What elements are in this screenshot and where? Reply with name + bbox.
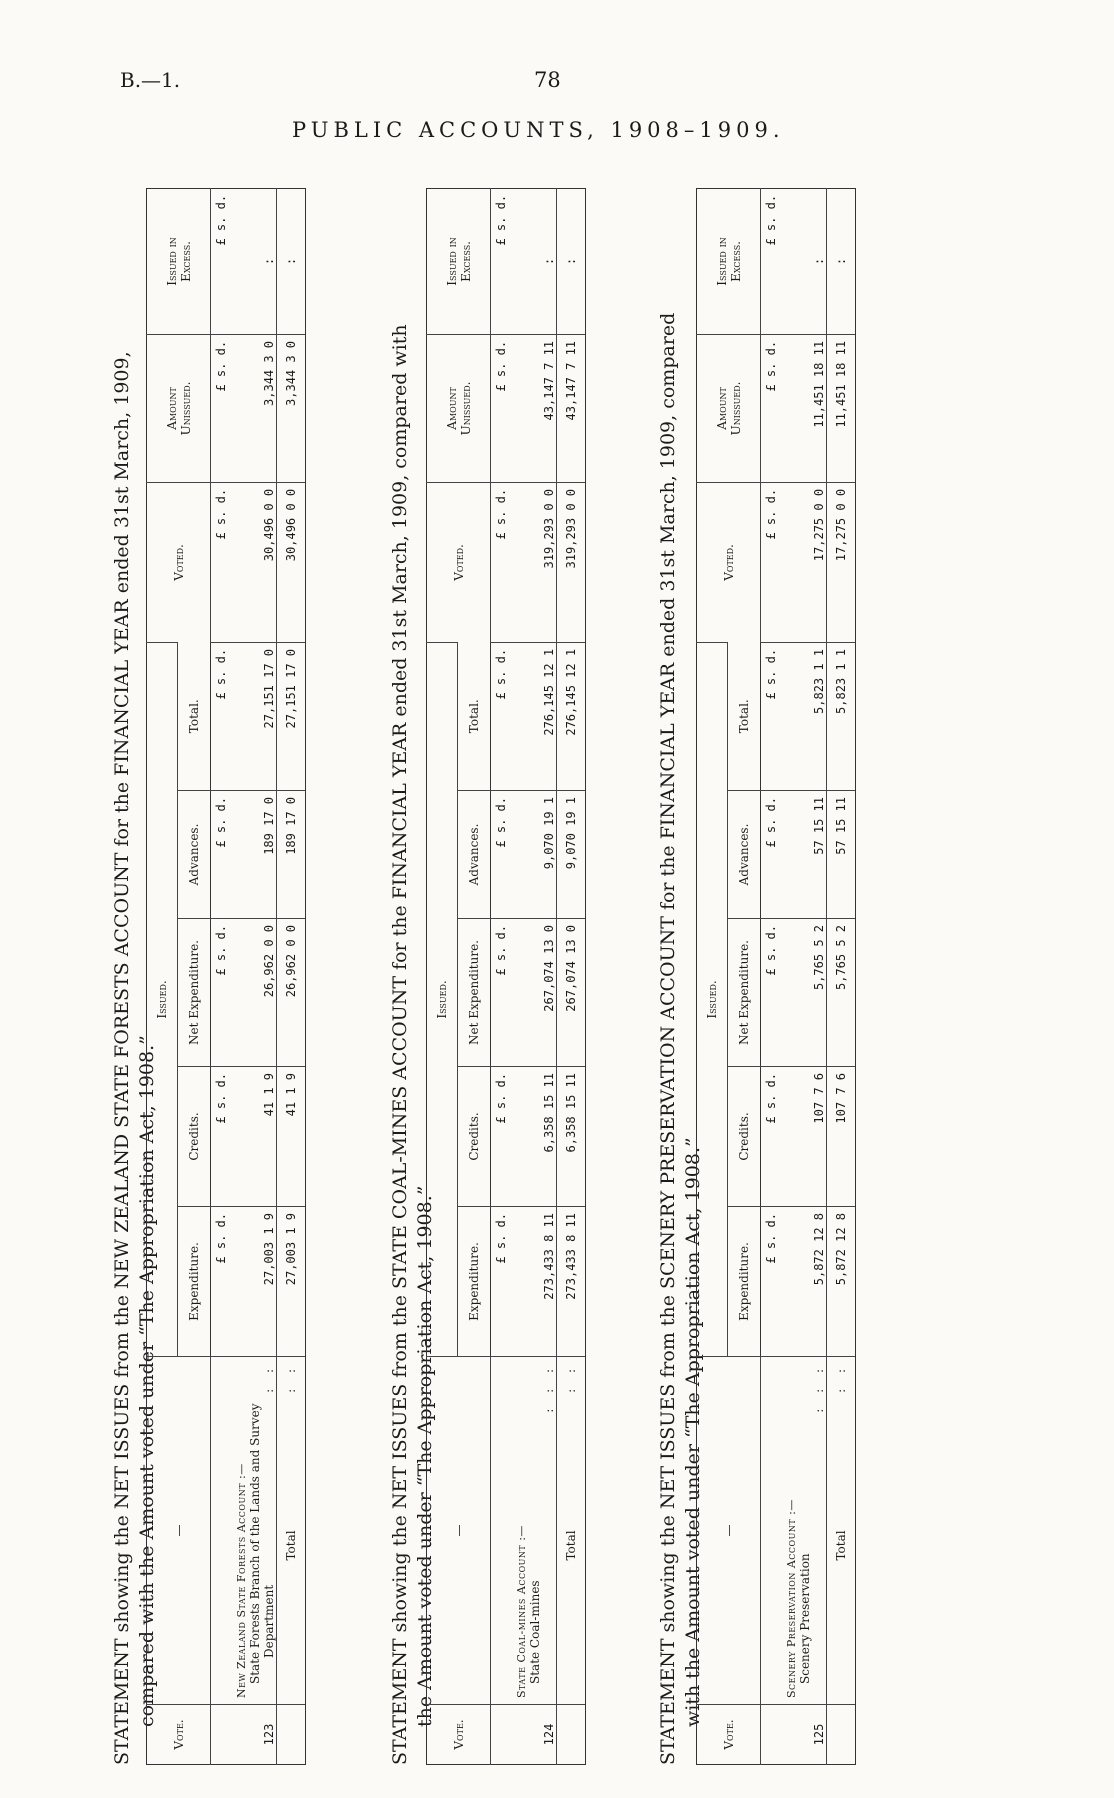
total-net-expenditure-value: 26,962 0 0 bbox=[277, 919, 306, 1067]
currency-units-row bbox=[761, 188, 782, 1764]
credits-value: 41 1 9 bbox=[231, 1067, 277, 1207]
net-expenditure-value: 26,962 0 0 bbox=[231, 919, 277, 1067]
total-value: 27,151 17 0 bbox=[231, 642, 277, 790]
total-credits-value: 41 1 9 bbox=[277, 1067, 306, 1207]
total-total-value: 276,145 12 1 bbox=[557, 642, 586, 790]
statement-heading-line-2: with the Amount voted under “The Appropriation Act, 1908.” bbox=[682, 1137, 704, 1727]
currency-units: £ s. d. bbox=[211, 334, 232, 482]
total-excess-value: : bbox=[557, 188, 586, 334]
total-label: Total : : bbox=[827, 1357, 856, 1705]
dot-leaders: : : : bbox=[812, 1363, 826, 1413]
advances-column-header: Advances. bbox=[728, 791, 761, 919]
voted-column-header: Voted. bbox=[427, 482, 491, 642]
account-item-continued: Department : : bbox=[262, 1363, 276, 1658]
unissued-value: 3,344 3 0 bbox=[231, 334, 277, 482]
total-column-header: Total. bbox=[728, 642, 761, 790]
account-description bbox=[781, 1357, 827, 1705]
currency-units-row bbox=[211, 188, 232, 1764]
total-total-value: 27,151 17 0 bbox=[277, 642, 306, 790]
vote-number: 125 bbox=[781, 1705, 827, 1765]
voted-value: 30,496 0 0 bbox=[231, 482, 277, 642]
statement-heading-line-1: STATEMENT showing the NET ISSUES from the STATE COAL-MINES ACCOUNT for the FINANCIAL YEAR ended 31st March, 1909, compared with bbox=[389, 324, 411, 1765]
voted-column-header: Voted. bbox=[147, 482, 211, 642]
issued-group-header: Issued. bbox=[427, 642, 458, 1356]
expenditure-value: 27,003 1 9 bbox=[231, 1207, 277, 1357]
total-expenditure-value: 273,433 8 11 bbox=[557, 1207, 586, 1357]
currency-units: £ s. d. bbox=[491, 1207, 512, 1357]
total-unissued-value: 3,344 3 0 bbox=[277, 334, 306, 482]
currency-units: £ s. d. bbox=[211, 791, 232, 919]
excess-value: : bbox=[812, 257, 826, 266]
net-expenditure-column-header: Net Expenditure. bbox=[728, 919, 761, 1067]
account-item: Scenery Preservation bbox=[798, 1553, 812, 1684]
description-column-header: — bbox=[697, 1357, 761, 1705]
page-number: 78 bbox=[534, 68, 561, 92]
currency-units: £ s. d. bbox=[761, 642, 782, 790]
page-reference: B.—1. bbox=[120, 68, 181, 92]
statement-table bbox=[146, 188, 306, 1765]
description-column-header: — bbox=[427, 1357, 491, 1705]
expenditure-value: 273,433 8 11 bbox=[511, 1207, 557, 1357]
advances-value: 9,070 19 1 bbox=[511, 791, 557, 919]
net-expenditure-column-header: Net Expenditure. bbox=[458, 919, 491, 1067]
table-row bbox=[781, 188, 827, 1764]
account-item: State Coal-mines bbox=[528, 1580, 542, 1684]
vote-number: 124 bbox=[511, 1705, 557, 1765]
total-row bbox=[557, 188, 586, 1764]
total-label: Total : : bbox=[277, 1357, 306, 1705]
advances-value: 189 17 0 bbox=[231, 791, 277, 919]
dot-leaders: : : bbox=[564, 1363, 578, 1393]
issued-group-header: Issued. bbox=[697, 642, 728, 1356]
currency-units: £ s. d. bbox=[211, 642, 232, 790]
total-column-header: Total. bbox=[178, 642, 211, 790]
credits-column-header: Credits. bbox=[728, 1067, 761, 1207]
total-row bbox=[827, 188, 856, 1764]
issued-group-header: Issued. bbox=[147, 642, 178, 1356]
advances-column-header: Advances. bbox=[458, 791, 491, 919]
total-credits-value: 107 7 6 bbox=[827, 1067, 856, 1207]
statement-table bbox=[426, 188, 586, 1765]
account-name: New Zealand State Forests Account :— bbox=[235, 1463, 248, 1698]
net-expenditure-value: 5,765 5 2 bbox=[781, 919, 827, 1067]
voted-value: 319,293 0 0 bbox=[511, 482, 557, 642]
total-advances-value: 57 15 11 bbox=[827, 791, 856, 919]
total-value: 5,823 1 1 bbox=[781, 642, 827, 790]
advances-value: 57 15 11 bbox=[781, 791, 827, 919]
net-expenditure-column-header: Net Expenditure. bbox=[178, 919, 211, 1067]
currency-units: £ s. d. bbox=[761, 919, 782, 1067]
amount-unissued-column-header: Amount Unissued. bbox=[147, 334, 211, 482]
issued-in-excess-column-header: Issued in Excess. bbox=[147, 188, 211, 334]
currency-units: £ s. d. bbox=[211, 1067, 232, 1207]
expenditure-value: 5,872 12 8 bbox=[781, 1207, 827, 1357]
total-unissued-value: 43,147 7 11 bbox=[557, 334, 586, 482]
total-credits-value: 6,358 15 11 bbox=[557, 1067, 586, 1207]
statement-heading-line-2: compared with the Amount voted under “The Appropriation Act, 1908.” bbox=[136, 1035, 158, 1727]
total-expenditure-value: 27,003 1 9 bbox=[277, 1207, 306, 1357]
account-name: State Coal-mines Account :— bbox=[515, 1525, 528, 1698]
total-net-expenditure-value: 5,765 5 2 bbox=[827, 919, 856, 1067]
account-description bbox=[231, 1357, 277, 1705]
currency-units: £ s. d. bbox=[491, 188, 512, 334]
total-advances-value: 9,070 19 1 bbox=[557, 791, 586, 919]
total-label: Total : : bbox=[557, 1357, 586, 1705]
unissued-value: 11,451 18 11 bbox=[781, 334, 827, 482]
currency-units: £ s. d. bbox=[761, 1207, 782, 1357]
total-row bbox=[277, 188, 306, 1764]
expenditure-column-header: Expenditure. bbox=[728, 1207, 761, 1357]
currency-units: £ s. d. bbox=[491, 642, 512, 790]
currency-units: £ s. d. bbox=[491, 482, 512, 642]
total-voted-value: 30,496 0 0 bbox=[277, 482, 306, 642]
dot-leaders: : : bbox=[262, 1363, 276, 1393]
currency-units: £ s. d. bbox=[761, 791, 782, 919]
currency-units: £ s. d. bbox=[491, 334, 512, 482]
currency-units: £ s. d. bbox=[211, 1207, 232, 1357]
excess-value: : bbox=[262, 257, 276, 266]
account-item: State Forests Branch of the Lands and Survey bbox=[248, 1403, 262, 1684]
dot-leaders: : : : bbox=[542, 1363, 556, 1413]
statement-heading-line-1: STATEMENT showing the NET ISSUES from the SCENERY PRESERVATION ACCOUNT for the FINANCIAL YEAR ended 31st March, 1909, compared bbox=[657, 312, 679, 1765]
currency-units: £ s. d. bbox=[491, 791, 512, 919]
vote-number: 123 bbox=[231, 1705, 277, 1765]
currency-units-row bbox=[491, 188, 512, 1764]
expenditure-column-header: Expenditure. bbox=[178, 1207, 211, 1357]
total-value: 276,145 12 1 bbox=[511, 642, 557, 790]
currency-units: £ s. d. bbox=[761, 188, 782, 334]
voted-column-header: Voted. bbox=[697, 482, 761, 642]
total-excess-value: : bbox=[827, 188, 856, 334]
total-voted-value: 319,293 0 0 bbox=[557, 482, 586, 642]
net-expenditure-value: 267,074 13 0 bbox=[511, 919, 557, 1067]
account-description bbox=[511, 1357, 557, 1705]
account-name: Scenery Preservation Account :— bbox=[785, 1499, 798, 1698]
credits-value: 6,358 15 11 bbox=[511, 1067, 557, 1207]
unissued-value: 43,147 7 11 bbox=[511, 334, 557, 482]
total-column-header: Total. bbox=[458, 642, 491, 790]
vote-column-header: Vote. bbox=[147, 1705, 211, 1765]
table-row bbox=[511, 188, 557, 1764]
total-advances-value: 189 17 0 bbox=[277, 791, 306, 919]
total-net-expenditure-value: 267,074 13 0 bbox=[557, 919, 586, 1067]
issued-in-excess-column-header: Issued in Excess. bbox=[427, 188, 491, 334]
statement-table-container bbox=[426, 189, 586, 1765]
vote-column-header: Vote. bbox=[697, 1705, 761, 1765]
excess-value: : bbox=[542, 257, 556, 266]
credits-column-header: Credits. bbox=[458, 1067, 491, 1207]
total-unissued-value: 11,451 18 11 bbox=[827, 334, 856, 482]
credits-column-header: Credits. bbox=[178, 1067, 211, 1207]
total-excess-value: : bbox=[277, 188, 306, 334]
issued-in-excess-column-header: Issued in Excess. bbox=[697, 188, 761, 334]
credits-value: 107 7 6 bbox=[781, 1067, 827, 1207]
advances-column-header: Advances. bbox=[178, 791, 211, 919]
statement-heading-line-2: the Amount voted under “The Appropriation Act, 1908.” bbox=[414, 1185, 436, 1727]
statement-table-container bbox=[696, 189, 856, 1765]
currency-units: £ s. d. bbox=[491, 1067, 512, 1207]
page-title: PUBLIC ACCOUNTS, 1908–1909. bbox=[292, 118, 785, 142]
total-expenditure-value: 5,872 12 8 bbox=[827, 1207, 856, 1357]
statement-table bbox=[696, 188, 856, 1765]
currency-units: £ s. d. bbox=[761, 1067, 782, 1207]
total-total-value: 5,823 1 1 bbox=[827, 642, 856, 790]
statement-table-container bbox=[146, 189, 306, 1765]
amount-unissued-column-header: Amount Unissued. bbox=[697, 334, 761, 482]
vote-column-header: Vote. bbox=[427, 1705, 491, 1765]
dot-leaders: : : bbox=[834, 1363, 848, 1393]
currency-units: £ s. d. bbox=[211, 482, 232, 642]
voted-value: 17,275 0 0 bbox=[781, 482, 827, 642]
currency-units: £ s. d. bbox=[761, 334, 782, 482]
expenditure-column-header: Expenditure. bbox=[458, 1207, 491, 1357]
description-column-header: — bbox=[147, 1357, 211, 1705]
currency-units: £ s. d. bbox=[211, 188, 232, 334]
currency-units: £ s. d. bbox=[761, 482, 782, 642]
table-row bbox=[231, 188, 277, 1764]
dot-leaders: : : bbox=[284, 1363, 298, 1393]
currency-units: £ s. d. bbox=[211, 919, 232, 1067]
total-voted-value: 17,275 0 0 bbox=[827, 482, 856, 642]
currency-units: £ s. d. bbox=[491, 919, 512, 1067]
amount-unissued-column-header: Amount Unissued. bbox=[427, 334, 491, 482]
statement-heading-line-1: STATEMENT showing the NET ISSUES from the NEW ZEALAND STATE FORESTS ACCOUNT for the FINANCIAL YEAR ended 31st March, 1909, bbox=[111, 351, 133, 1765]
